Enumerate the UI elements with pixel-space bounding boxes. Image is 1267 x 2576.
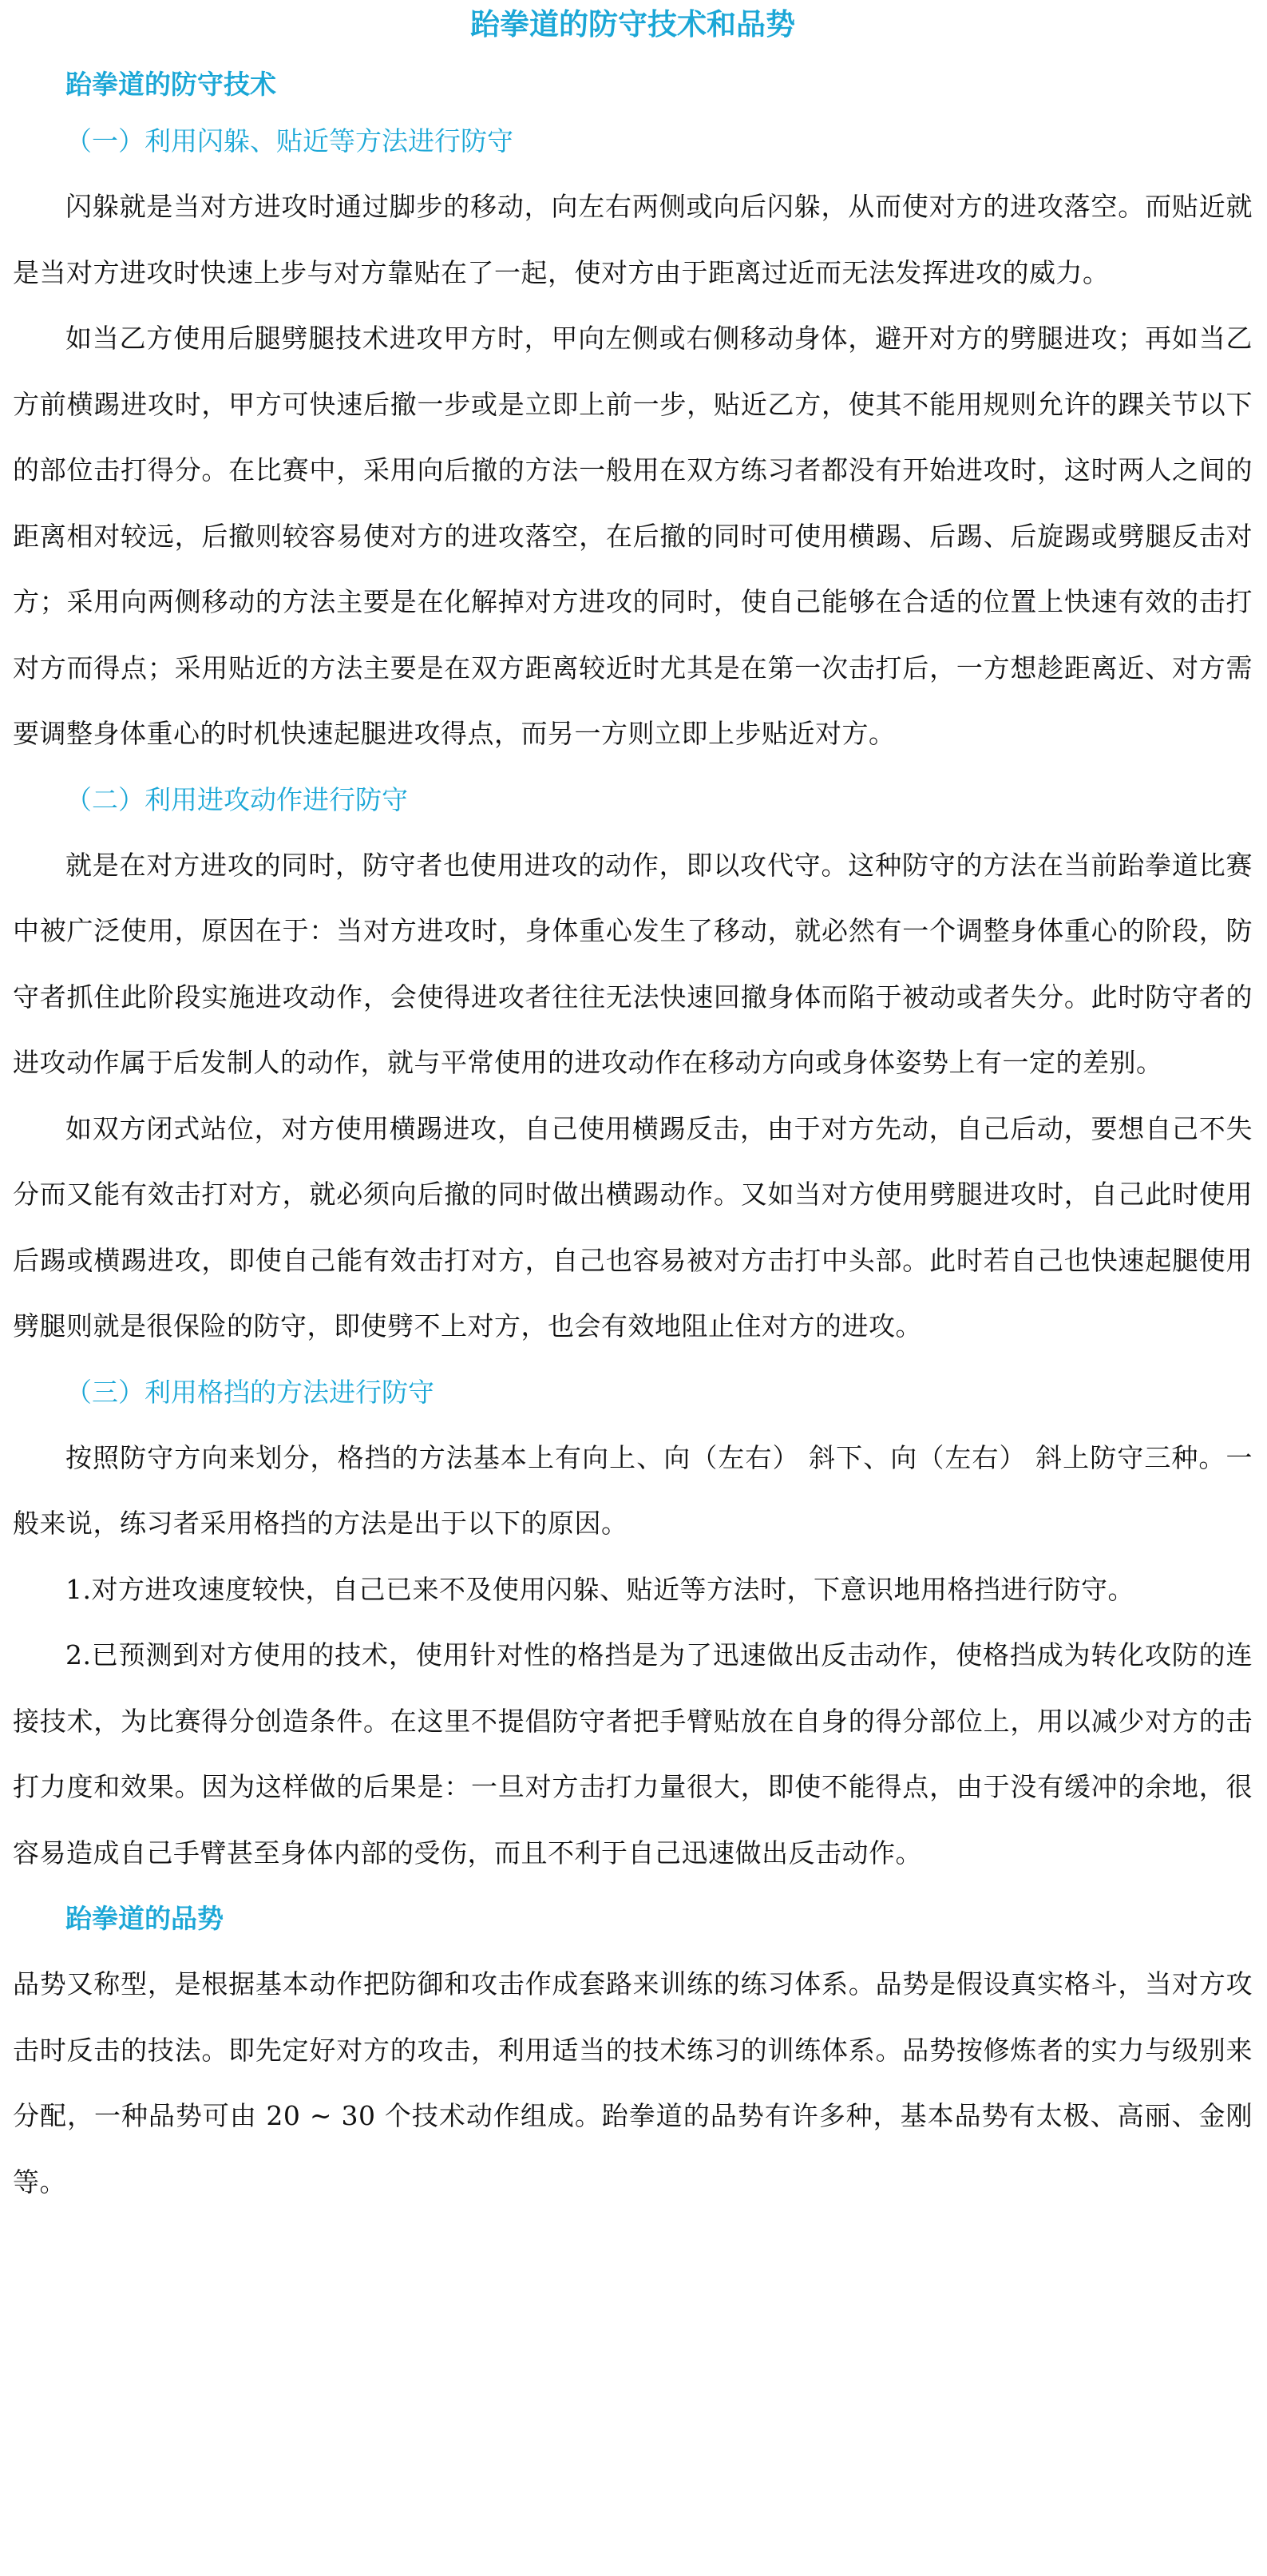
paragraph-counter-2: 如双方闭式站位，对方使用横踢进攻，自己使用横踢反击，由于对方先动，自己后动，要想自己不失分而又能有效击打对方，就必须向后撤的同时做出横踢动作。又如当对方使用劈腿进攻时，自己此时使用后踢或横踢进攻，即使自己能有效击打对方，自己也容易被对方击打中头部。此时若自己也快速起腿使用劈腿则就是很保险的防守，即使劈不上对方，也会有效地阻止住对方的进攻。: [13, 1112, 1253, 1342]
subsection-heading-dodge: （一）利用闪躲、贴近等方法进行防守: [65, 125, 513, 157]
subsection-heading-block: （三）利用格挡的方法进行防守: [65, 1376, 434, 1408]
subsection-heading-counter-attack: （二）利用进攻动作进行防守: [65, 783, 408, 815]
document-title: 跆拳道的防守技术和品势: [470, 6, 795, 42]
paragraph-block-3: 2.已预测到对方使用的技术，使用针对性的格挡是为了迅速做出反击动作，使格挡成为转化攻防的连接技术，为比赛得分创造条件。在这里不提倡防守者把手臂贴放在自身的得分部位上，用以减少对方的击打力度和效果。因为这样做的后果是：一旦对方击打力量很大，即使不能得点，由于没有缓冲的余地，很容易造成自己手臂甚至身体内部的受伤，而且不利于自己迅速做出反击动作。: [13, 1639, 1253, 1869]
paragraph-poomsae-1: 品势又称型，是根据基本动作把防御和攻击作成套路来训练的练习体系。品势是假设真实格斗，当对方攻击时反击的技法。即先定好对方的攻击，利用适当的技术练习的训练体系。品势按修炼者的实力与级别来分配，一种品势可由 20 ~ 30 个技术动作组成。跆拳道的品势有许多种，基本品势有太极、高丽、金刚等。: [13, 1968, 1253, 2198]
paragraph-dodge-1: 闪躲就是当对方进攻时通过脚步的移动，向左右两侧或向后闪躲，从而使对方的进攻落空。而贴近就是当对方进攻时快速上步与对方靠贴在了一起，使对方由于距离过近而无法发挥进攻的威力。: [13, 191, 1253, 288]
section-heading-poomsae: 跆拳道的品势: [65, 1903, 224, 1934]
paragraph-counter-1: 就是在对方进攻的同时，防守者也使用进攻的动作，即以攻代守。这种防守的方法在当前跆拳道比赛中被广泛使用，原因在于：当对方进攻时，身体重心发生了移动，就必然有一个调整身体重心的阶段，防守者抓住此阶段实施进攻动作，会使得进攻者往往无法快速回撤身体而陷于被动或者失分。此时防守者的进攻动作属于后发制人的动作，就与平常使用的进攻动作在移动方向或身体姿势上有一定的差别。: [13, 849, 1253, 1078]
paragraph-block-1: 按照防守方向来划分，格挡的方法基本上有向上、向（左右） 斜下、向（左右） 斜上防守三种。一般来说，练习者采用格挡的方法是出于以下的原因。: [13, 1441, 1253, 1539]
section-heading-defense: 跆拳道的防守技术: [65, 69, 276, 100]
paragraph-block-2: 1.对方进攻速度较快，自己已来不及使用闪躲、贴近等方法时，下意识地用格挡进行防守。: [65, 1573, 1134, 1605]
paragraph-dodge-2: 如当乙方使用后腿劈腿技术进攻甲方时，甲向左侧或右侧移动身体，避开对方的劈腿进攻；再如当乙方前横踢进攻时，甲方可快速后撤一步或是立即上前一步，贴近乙方，使其不能用规则允许的踝关节以下的部位击打得分。在比赛中，采用向后撤的方法一般用在双方练习者都没有开始进攻时，这时两人之间的距离相对较远，后撤则较容易使对方的进攻落空，在后撤的同时可使用横踢、后踢、后旋踢或劈腿反击对方；采用向两侧移动的方法主要是在化解掉对方进攻的同时，使自己能够在合适的位置上快速有效的击打对方而得点；采用贴近的方法主要是在双方距离较近时尤其是在第一次击打后，一方想趁距离近、对方需要调整身体重心的时机快速起腿进攻得点，而另一方则立即上步贴近对方。: [13, 323, 1253, 749]
